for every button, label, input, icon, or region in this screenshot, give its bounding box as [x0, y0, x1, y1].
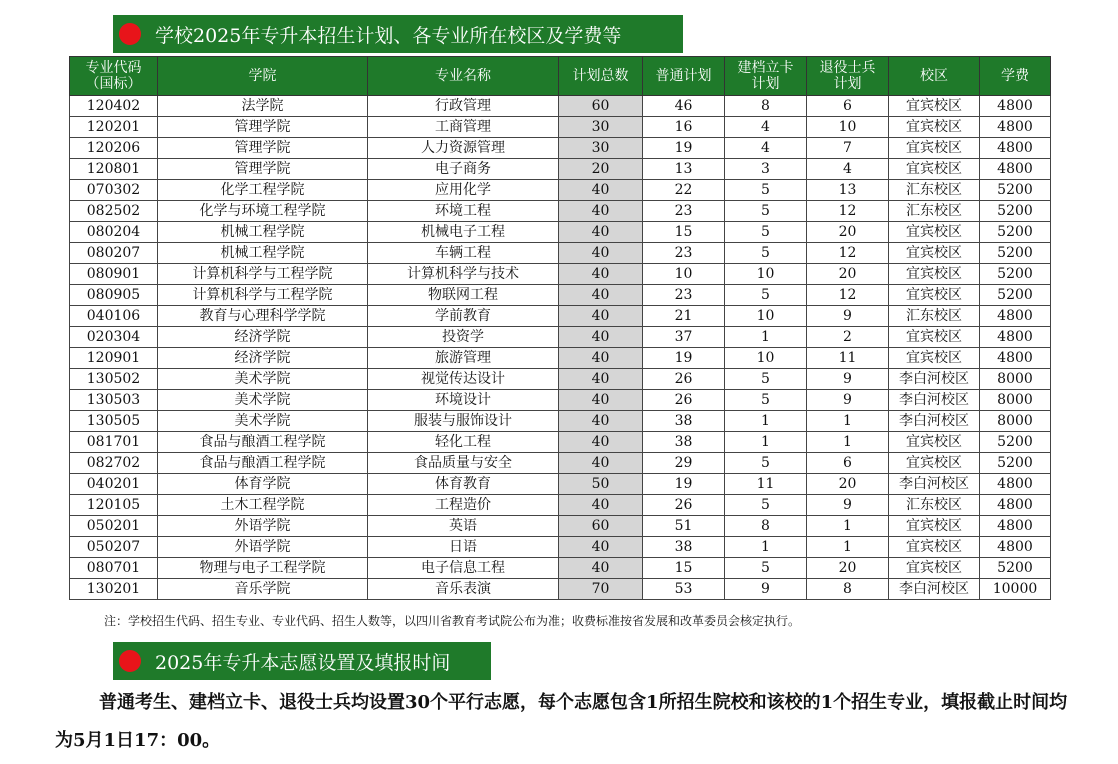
cell-code: 120206 [70, 138, 158, 159]
cell-college: 美术学院 [158, 390, 368, 411]
cell-poverty: 4 [725, 138, 807, 159]
table-row [70, 96, 1051, 117]
cell-regular: 37 [643, 327, 725, 348]
cell-major: 英语 [368, 516, 559, 537]
cell-veteran: 9 [807, 495, 889, 516]
cell-regular: 21 [643, 306, 725, 327]
cell-campus: 汇东校区 [889, 201, 980, 222]
cell-veteran: 13 [807, 180, 889, 201]
cell-code: 130502 [70, 369, 158, 390]
cell-total: 40 [559, 327, 643, 348]
cell-college: 管理学院 [158, 138, 368, 159]
cell-total: 40 [559, 432, 643, 453]
cell-poverty: 1 [725, 411, 807, 432]
table-row [70, 348, 1051, 369]
section-title: 学校2025年专升本招生计划、各专业所在校区及学费等 [155, 24, 622, 47]
cell-regular: 16 [643, 117, 725, 138]
cell-total: 50 [559, 474, 643, 495]
cell-regular: 19 [643, 138, 725, 159]
red-dot-icon [119, 23, 141, 45]
table-row [70, 180, 1051, 201]
cell-major: 物联网工程 [368, 285, 559, 306]
cell-poverty: 5 [725, 453, 807, 474]
cell-campus: 宜宾校区 [889, 243, 980, 264]
cell-veteran: 1 [807, 516, 889, 537]
header-text: 退役士兵 计划 [819, 60, 876, 92]
table-row [70, 474, 1051, 495]
cell-tuition: 5200 [980, 285, 1051, 306]
table-row [70, 432, 1051, 453]
col-header-tuition [980, 57, 1051, 96]
cell-regular: 19 [643, 474, 725, 495]
cell-tuition: 4800 [980, 348, 1051, 369]
cell-total: 40 [559, 285, 643, 306]
cell-veteran: 10 [807, 117, 889, 138]
cell-campus: 宜宾校区 [889, 138, 980, 159]
cell-regular: 23 [643, 243, 725, 264]
cell-major: 投资学 [368, 327, 559, 348]
cell-veteran: 9 [807, 369, 889, 390]
cell-college: 物理与电子工程学院 [158, 558, 368, 579]
cell-total: 40 [559, 537, 643, 558]
cell-tuition: 4800 [980, 537, 1051, 558]
cell-poverty: 10 [725, 348, 807, 369]
cell-regular: 26 [643, 369, 725, 390]
cell-regular: 38 [643, 411, 725, 432]
cell-veteran: 20 [807, 264, 889, 285]
header-text: 建档立卡 计划 [737, 60, 794, 92]
cell-major: 学前教育 [368, 306, 559, 327]
cell-code: 050201 [70, 516, 158, 537]
col-header-campus [889, 57, 980, 96]
table-row [70, 558, 1051, 579]
cell-campus: 汇东校区 [889, 495, 980, 516]
cell-veteran: 4 [807, 159, 889, 180]
cell-code: 040201 [70, 474, 158, 495]
cell-veteran: 2 [807, 327, 889, 348]
cell-major: 电子商务 [368, 159, 559, 180]
cell-college: 教育与心理科学学院 [158, 306, 368, 327]
cell-regular: 26 [643, 390, 725, 411]
cell-regular: 46 [643, 96, 725, 117]
cell-major: 车辆工程 [368, 243, 559, 264]
cell-campus: 宜宾校区 [889, 159, 980, 180]
cell-campus: 汇东校区 [889, 180, 980, 201]
cell-major: 音乐表演 [368, 579, 559, 600]
cell-major: 食品质量与安全 [368, 453, 559, 474]
cell-campus: 李白河校区 [889, 411, 980, 432]
cell-poverty: 5 [725, 495, 807, 516]
cell-tuition: 4800 [980, 159, 1051, 180]
cell-college: 食品与酿酒工程学院 [158, 432, 368, 453]
section-title: 2025年专升本志愿设置及填报时间 [155, 651, 451, 674]
cell-college: 化学与环境工程学院 [158, 201, 368, 222]
table-row [70, 159, 1051, 180]
cell-total: 20 [559, 159, 643, 180]
cell-major: 轻化工程 [368, 432, 559, 453]
col-header-regular [643, 57, 725, 96]
cell-total: 30 [559, 138, 643, 159]
table-row [70, 537, 1051, 558]
cell-total: 40 [559, 243, 643, 264]
cell-tuition: 8000 [980, 411, 1051, 432]
cell-tuition: 5200 [980, 180, 1051, 201]
cell-regular: 26 [643, 495, 725, 516]
cell-code: 081701 [70, 432, 158, 453]
cell-poverty: 10 [725, 264, 807, 285]
cell-total: 40 [559, 348, 643, 369]
cell-campus: 宜宾校区 [889, 117, 980, 138]
cell-regular: 22 [643, 180, 725, 201]
cell-veteran: 20 [807, 474, 889, 495]
cell-poverty: 5 [725, 180, 807, 201]
cell-code: 080207 [70, 243, 158, 264]
cell-regular: 53 [643, 579, 725, 600]
cell-major: 环境工程 [368, 201, 559, 222]
col-header-veteran [807, 57, 889, 96]
cell-tuition: 4800 [980, 495, 1051, 516]
cell-veteran: 12 [807, 285, 889, 306]
cell-poverty: 1 [725, 537, 807, 558]
cell-regular: 15 [643, 558, 725, 579]
cell-code: 130201 [70, 579, 158, 600]
cell-tuition: 5200 [980, 222, 1051, 243]
cell-tuition: 5200 [980, 558, 1051, 579]
header-text: 普通计划 [655, 68, 712, 84]
cell-major: 行政管理 [368, 96, 559, 117]
table-row [70, 306, 1051, 327]
cell-tuition: 4800 [980, 474, 1051, 495]
cell-code: 120201 [70, 117, 158, 138]
cell-code: 120402 [70, 96, 158, 117]
table-row [70, 453, 1051, 474]
cell-tuition: 5200 [980, 264, 1051, 285]
cell-major: 工商管理 [368, 117, 559, 138]
cell-college: 外语学院 [158, 516, 368, 537]
header-text: 学费 [1001, 68, 1029, 84]
cell-regular: 29 [643, 453, 725, 474]
cell-code: 130505 [70, 411, 158, 432]
cell-code: 120901 [70, 348, 158, 369]
cell-veteran: 12 [807, 201, 889, 222]
cell-college: 机械工程学院 [158, 222, 368, 243]
cell-college: 管理学院 [158, 159, 368, 180]
cell-regular: 51 [643, 516, 725, 537]
cell-campus: 宜宾校区 [889, 537, 980, 558]
cell-major: 计算机科学与技术 [368, 264, 559, 285]
cell-code: 080204 [70, 222, 158, 243]
cell-college: 美术学院 [158, 411, 368, 432]
table-header-row [70, 57, 1051, 96]
cell-poverty: 5 [725, 558, 807, 579]
cell-college: 土木工程学院 [158, 495, 368, 516]
cell-poverty: 3 [725, 159, 807, 180]
cell-veteran: 1 [807, 537, 889, 558]
cell-tuition: 5200 [980, 453, 1051, 474]
cell-code: 040106 [70, 306, 158, 327]
cell-college: 经济学院 [158, 327, 368, 348]
col-header-college [158, 57, 368, 96]
cell-regular: 15 [643, 222, 725, 243]
table-row [70, 285, 1051, 306]
cell-campus: 宜宾校区 [889, 348, 980, 369]
cell-tuition: 10000 [980, 579, 1051, 600]
cell-veteran: 1 [807, 432, 889, 453]
section-header-volunteer [113, 642, 491, 680]
cell-regular: 23 [643, 201, 725, 222]
cell-code: 020304 [70, 327, 158, 348]
cell-major: 环境设计 [368, 390, 559, 411]
cell-campus: 宜宾校区 [889, 516, 980, 537]
header-text: 专业名称 [435, 68, 491, 84]
cell-tuition: 4800 [980, 327, 1051, 348]
cell-code: 080901 [70, 264, 158, 285]
cell-campus: 宜宾校区 [889, 264, 980, 285]
cell-total: 40 [559, 369, 643, 390]
cell-regular: 13 [643, 159, 725, 180]
table-row [70, 138, 1051, 159]
table-row [70, 327, 1051, 348]
cell-major: 电子信息工程 [368, 558, 559, 579]
footnote: 注：学校招生代码、招生专业、专业代码、招生人数等，以四川省教育考试院公布为准；收费标准按省发展和改革委员会核定执行。 [104, 614, 801, 628]
cell-college: 计算机科学与工程学院 [158, 264, 368, 285]
cell-college: 机械工程学院 [158, 243, 368, 264]
cell-campus: 宜宾校区 [889, 285, 980, 306]
cell-major: 工程造价 [368, 495, 559, 516]
cell-major: 人力资源管理 [368, 138, 559, 159]
cell-veteran: 20 [807, 222, 889, 243]
cell-campus: 李白河校区 [889, 579, 980, 600]
cell-campus: 宜宾校区 [889, 327, 980, 348]
table-row [70, 411, 1051, 432]
table-row [70, 201, 1051, 222]
cell-code: 120105 [70, 495, 158, 516]
cell-poverty: 4 [725, 117, 807, 138]
cell-college: 计算机科学与工程学院 [158, 285, 368, 306]
cell-tuition: 5200 [980, 201, 1051, 222]
cell-total: 40 [559, 180, 643, 201]
cell-veteran: 6 [807, 453, 889, 474]
cell-college: 管理学院 [158, 117, 368, 138]
cell-total: 40 [559, 390, 643, 411]
cell-campus: 宜宾校区 [889, 432, 980, 453]
table-row [70, 243, 1051, 264]
table-row [70, 495, 1051, 516]
cell-veteran: 20 [807, 558, 889, 579]
cell-tuition: 4800 [980, 96, 1051, 117]
cell-college: 体育学院 [158, 474, 368, 495]
red-dot-icon [119, 650, 141, 672]
cell-total: 40 [559, 558, 643, 579]
cell-veteran: 6 [807, 96, 889, 117]
cell-code: 070302 [70, 180, 158, 201]
cell-campus: 汇东校区 [889, 306, 980, 327]
cell-regular: 19 [643, 348, 725, 369]
cell-campus: 宜宾校区 [889, 453, 980, 474]
cell-code: 082702 [70, 453, 158, 474]
header-text: 学院 [248, 68, 277, 84]
cell-total: 60 [559, 96, 643, 117]
cell-veteran: 11 [807, 348, 889, 369]
cell-total: 40 [559, 453, 643, 474]
cell-veteran: 8 [807, 579, 889, 600]
cell-poverty: 5 [725, 390, 807, 411]
cell-total: 40 [559, 495, 643, 516]
volunteer-paragraph: 普通考生、建档立卡、退役士兵均设置30个平行志愿，每个志愿包含1所招生院校和该校的1个招生专业，填报截止时间均为5月1日17：00。 [55, 692, 1068, 751]
cell-college: 美术学院 [158, 369, 368, 390]
cell-major: 日语 [368, 537, 559, 558]
cell-tuition: 5200 [980, 432, 1051, 453]
cell-regular: 23 [643, 285, 725, 306]
table-row [70, 222, 1051, 243]
cell-tuition: 5200 [980, 243, 1051, 264]
cell-code: 080701 [70, 558, 158, 579]
cell-code: 080905 [70, 285, 158, 306]
col-header-major [368, 57, 559, 96]
cell-poverty: 1 [725, 432, 807, 453]
cell-college: 外语学院 [158, 537, 368, 558]
cell-poverty: 11 [725, 474, 807, 495]
cell-code: 050207 [70, 537, 158, 558]
table-row [70, 117, 1051, 138]
cell-college: 化学工程学院 [158, 180, 368, 201]
cell-poverty: 1 [725, 327, 807, 348]
cell-campus: 李白河校区 [889, 474, 980, 495]
cell-regular: 38 [643, 432, 725, 453]
cell-poverty: 5 [725, 201, 807, 222]
cell-total: 40 [559, 411, 643, 432]
enrollment-plan-table [69, 56, 1051, 600]
cell-total: 30 [559, 117, 643, 138]
table-row [70, 264, 1051, 285]
cell-poverty: 5 [725, 285, 807, 306]
table-body [70, 96, 1051, 600]
table-row [70, 579, 1051, 600]
cell-tuition: 8000 [980, 369, 1051, 390]
table-row [70, 390, 1051, 411]
cell-total: 40 [559, 264, 643, 285]
table-row [70, 516, 1051, 537]
header-text: 专业代码 （国标） [85, 60, 142, 92]
cell-tuition: 4800 [980, 516, 1051, 537]
col-header-poverty [725, 57, 807, 96]
cell-poverty: 8 [725, 516, 807, 537]
cell-college: 食品与酿酒工程学院 [158, 453, 368, 474]
col-header-code [70, 57, 158, 96]
cell-campus: 宜宾校区 [889, 96, 980, 117]
cell-major: 体育教育 [368, 474, 559, 495]
header-text: 计划总数 [572, 68, 629, 84]
cell-code: 120801 [70, 159, 158, 180]
cell-college: 经济学院 [158, 348, 368, 369]
table-row [70, 369, 1051, 390]
cell-major: 视觉传达设计 [368, 369, 559, 390]
cell-veteran: 7 [807, 138, 889, 159]
cell-veteran: 12 [807, 243, 889, 264]
cell-total: 40 [559, 201, 643, 222]
col-header-total [559, 57, 643, 96]
cell-college: 音乐学院 [158, 579, 368, 600]
cell-total: 60 [559, 516, 643, 537]
cell-poverty: 9 [725, 579, 807, 600]
cell-poverty: 5 [725, 243, 807, 264]
header-text: 校区 [920, 68, 948, 84]
cell-campus: 宜宾校区 [889, 558, 980, 579]
cell-regular: 38 [643, 537, 725, 558]
cell-major: 应用化学 [368, 180, 559, 201]
cell-tuition: 8000 [980, 390, 1051, 411]
cell-poverty: 5 [725, 369, 807, 390]
section-header-plan [113, 15, 683, 53]
cell-tuition: 4800 [980, 117, 1051, 138]
cell-total: 40 [559, 306, 643, 327]
cell-campus: 宜宾校区 [889, 222, 980, 243]
cell-major: 旅游管理 [368, 348, 559, 369]
cell-major: 机械电子工程 [368, 222, 559, 243]
cell-college: 法学院 [158, 96, 368, 117]
cell-tuition: 4800 [980, 138, 1051, 159]
cell-poverty: 5 [725, 222, 807, 243]
cell-poverty: 8 [725, 96, 807, 117]
cell-campus: 李白河校区 [889, 390, 980, 411]
cell-veteran: 9 [807, 390, 889, 411]
cell-total: 40 [559, 222, 643, 243]
cell-regular: 10 [643, 264, 725, 285]
cell-tuition: 4800 [980, 306, 1051, 327]
cell-poverty: 10 [725, 306, 807, 327]
cell-code: 130503 [70, 390, 158, 411]
cell-major: 服装与服饰设计 [368, 411, 559, 432]
cell-veteran: 9 [807, 306, 889, 327]
cell-total: 70 [559, 579, 643, 600]
cell-campus: 李白河校区 [889, 369, 980, 390]
cell-code: 082502 [70, 201, 158, 222]
cell-veteran: 1 [807, 411, 889, 432]
